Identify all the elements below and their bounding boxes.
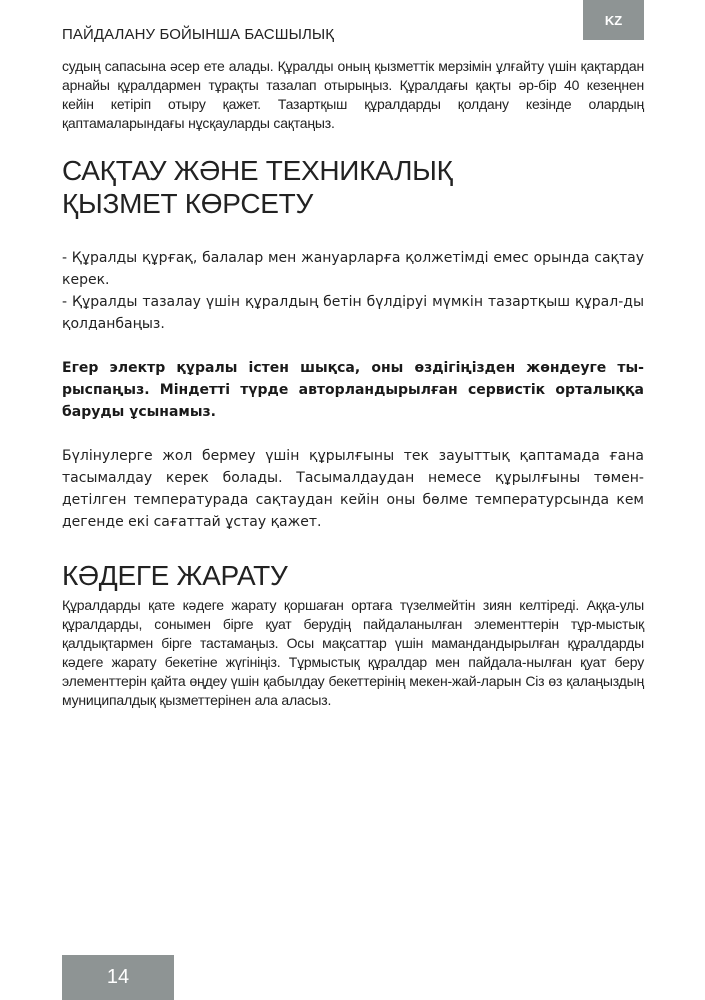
storage-item-dry-place: - Құралды құрғақ, балалар мен жануарларға қолжетімді емес орында сақтау керек. [62, 250, 644, 288]
storage-item-no-cleaners: - Құралды тазалау үшін құралдың бетін бүлдіруі мүмкін тазартқыш құрал-ды қолданбаңыз. [62, 294, 644, 332]
transport-paragraph: Бүлінулерге жол бермеу үшін құрылғыны тек зауыттық қаптамада ғана тасымалдау керек болады. Тасымалдаудан немесе құрылғыны төмен-детілген температурада сақтаудан кейін оны бөлме температурсында кем дегенде екі сағаттай ұстау қажет. [62, 448, 644, 530]
page-content [62, 57, 644, 710]
storage-heading-line1: САҚТАУ ЖӘНЕ ТЕХНИКАЛЫҚ [62, 155, 453, 186]
storage-heading-line2: ҚЫЗМЕТ КӨРСЕТУ [62, 188, 313, 219]
storage-heading [62, 154, 644, 220]
intro-paragraph: судың сапасына әсер ете алады. Құралды оның қызметтік мерзімін ұлғайту үшін қақтардан арнайы құралдармен тұрақты тазалап отырыңыз. Құралдағы қақты әр-бір 40 кезеңнен кейін кетіріп отыру қажет. Тазартқыш құралдарды қолдану кезінде олардың қаптамаларындағы нұсқауларды сақтаңыз. [62, 58, 644, 131]
header-title: ПАЙДАЛАНУ БОЙЫНША БАСШЫЛЫҚ [62, 26, 335, 43]
page-number: 14 [62, 955, 174, 1000]
repair-warning: Егер электр құралы істен шықса, оны өздігіңізден жөндеуге ты-рыспаңыз. Міндетті түрде авторландырылған сервистік орталыққа баруды ұсынамыз. [62, 360, 644, 420]
disposal-paragraph: Құралдарды қате кәдеге жарату қоршаған ортаға түзелмейтін зиян келтіреді. Аққа-улы құралдарды, сонымен бірге қуат берудің пайдаланылған элементтерін тұр-мыстық қалдықтармен бірге тастамаңыз. Осы мақсаттар үшін мамандандырылған құралдарды кәдеге жарату бекетіне жүгініңіз. Тұрмыстық құралдар мен пайдала-нылған қуат беру элементтерін қайта өңдеу үшін қабылдау бекеттерінің мекен-жай-ларын Сіз өз қалаңыздың муниципалдық қызметтерінен ала аласыз. [62, 597, 644, 708]
disposal-heading: КӘДЕГЕ ЖАРАТУ [62, 560, 288, 591]
language-tab: KZ [583, 0, 644, 40]
